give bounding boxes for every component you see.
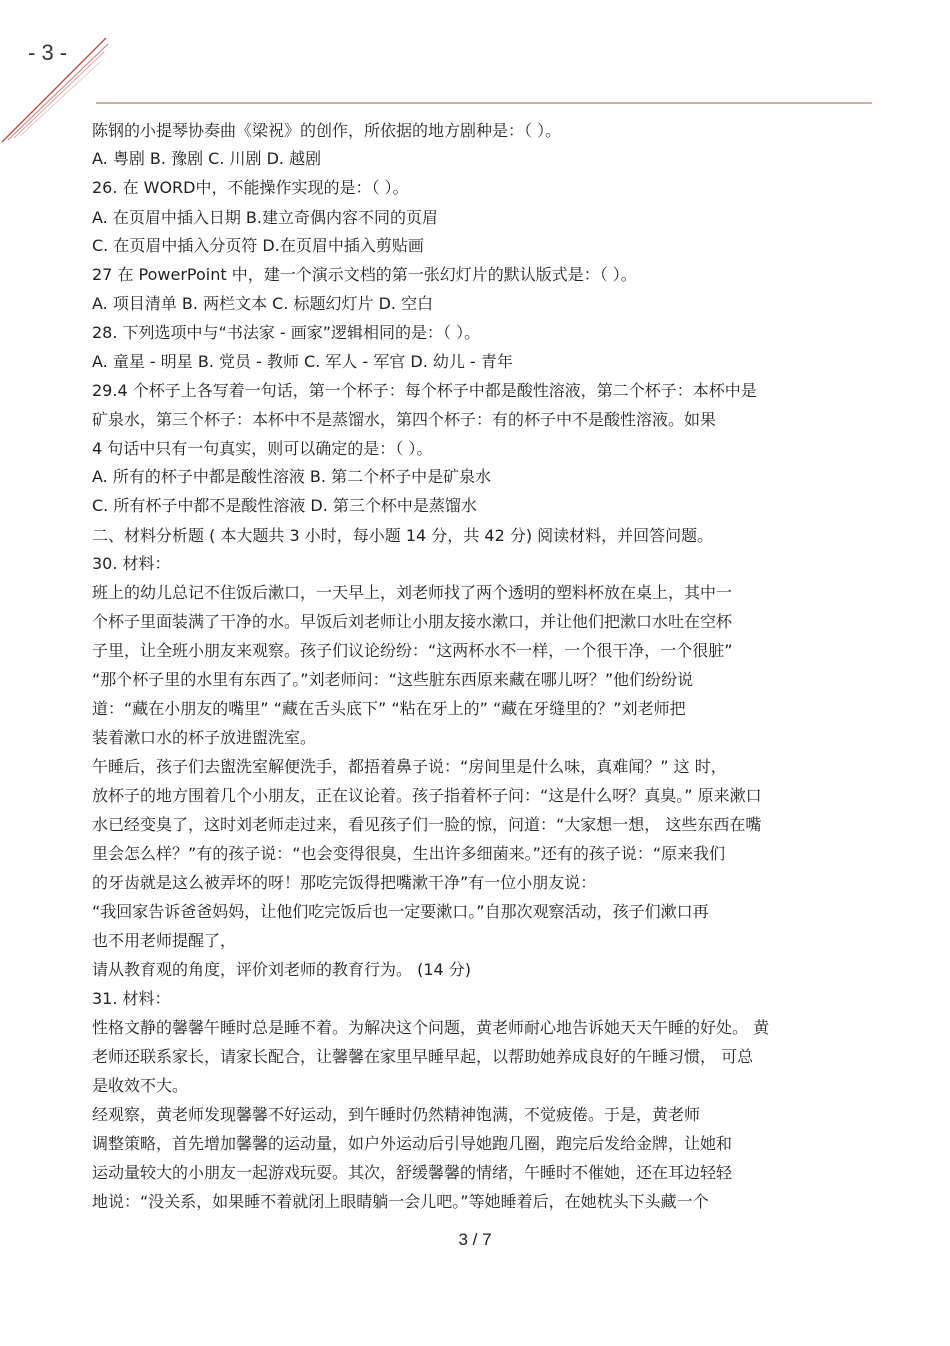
text-line: 26. 在 WORD中，不能操作实现的是：（ ）。 xyxy=(92,178,409,197)
text-line: 子里，让全班小朋友来观察。孩子们议论纷纷：“这两杯水不一样，一个很干净，一个很脏” xyxy=(92,641,733,660)
text-line: 30. 材料： xyxy=(92,554,171,573)
text-line: C. 所有杯子中都不是酸性溶液 D. 第三个杯中是蒸馏水 xyxy=(92,496,477,515)
text-line: 经观察，黄老师发现馨馨不好运动，到午睡时仍然精神饱满，不觉疲倦。于是，黄老师 xyxy=(92,1105,701,1124)
page-number-label: - 3 - xyxy=(28,40,68,65)
text-line: 是收效不大。 xyxy=(92,1076,189,1095)
text-line: 31. 材料： xyxy=(92,989,171,1008)
text-line: 的牙齿就是这么被弄坏的呀！那吃完饭得把嘴漱干净”有一位小朋友说： xyxy=(92,873,597,892)
text-line: 28. 下列选项中与“书法家 - 画家”逻辑相同的是：（ ）。 xyxy=(92,323,481,342)
text-line: 29.4 个杯子上各写着一句话，第一个杯子：每个杯子中都是酸性溶液，第二个杯子：本杯中是 xyxy=(92,381,757,400)
text-line: 老师还联系家长，请家长配合，让馨馨在家里早睡早起，以帮助她养成良好的午睡习惯， 可总 xyxy=(92,1047,754,1066)
text-line: 放杯子的地方围着几个小朋友，正在议论着。孩子指着杯子问：“这是什么呀？真臭。” 原来漱口 xyxy=(92,786,762,805)
text-line: 里会怎么样？”有的孩子说：“也会变得很臭，生出许多细菌来。”还有的孩子说：“原来我们 xyxy=(92,844,726,863)
header-rule xyxy=(96,102,872,104)
text-line: 个杯子里面装满了干净的水。早饭后刘老师让小朋友接水漱口，并让他们把漱口水吐在空杯 xyxy=(92,612,733,631)
text-line: 调整策略，首先增加馨馨的运动量，如户外运动后引导她跑几圈，跑完后发给金牌，让她和 xyxy=(92,1134,733,1153)
text-line: 请从教育观的角度，评价刘老师的教育行为。 (14 分) xyxy=(92,960,472,979)
page-indicator: 3 / 7 xyxy=(458,1230,492,1249)
text-line: 27 在 PowerPoint 中，建一个演示文档的第一张幻灯片的默认版式是：（ ）。 xyxy=(92,265,637,284)
text-line: 矿泉水，第三个杯子：本杯中不是蒸馏水，第四个杯子：有的杯子中不是酸性溶液。如果 xyxy=(92,410,717,429)
text-line: 班上的幼儿总记不住饭后漱口，一天早上，刘老师找了两个透明的塑料杯放在桌上，其中一 xyxy=(92,583,733,602)
section-heading: 二、材料分析题 ( 本大题共 3 小时，每小题 14 分，共 42 分) 阅读材料，并回答问题。 xyxy=(92,526,714,545)
text-line: A. 所有的杯子中都是酸性溶液 B. 第二个杯子中是矿泉水 xyxy=(92,467,492,486)
text-line: “我回家告诉爸爸妈妈，让他们吃完饭后也一定要漱口。”自那次观察活动，孩子们漱口再 xyxy=(92,902,709,921)
text-line: A. 童星 - 明星 B. 党员 - 教师 C. 军人 - 军官 D. 幼儿 - 青年 xyxy=(92,352,513,371)
text-line: 陈钢的小提琴协奏曲《梁祝》的创作，所依据的地方剧种是：（ ）。 xyxy=(92,121,562,140)
text-line: A. 在页眉中插入日期 B.建立奇偶内容不同的页眉 xyxy=(92,208,438,227)
text-line: 性格文静的馨馨午睡时总是睡不着。为解决这个问题，黄老师耐心地告诉她天天午睡的好处。 黄 xyxy=(92,1018,770,1037)
text-line: 水已经变臭了，这时刘老师走过来，看见孩子们一脸的惊，问道：“大家想一想， 这些东西在嘴 xyxy=(92,815,762,834)
text-line: 运动量较大的小朋友一起游戏玩耍。其次，舒缓馨馨的情绪，午睡时不催她，还在耳边轻轻 xyxy=(92,1163,733,1182)
text-line: 午睡后，孩子们去盥洗室解便洗手，都捂着鼻子说：“房间里是什么味，真难闻？” 这 时， xyxy=(92,757,727,776)
text-line: A. 项目清单 B. 两栏文本 C. 标题幻灯片 D. 空白 xyxy=(92,294,434,313)
text-line: 道：“藏在小朋友的嘴里” “藏在舌头底下” “粘在牙上的” “藏在牙缝里的？”刘老师把 xyxy=(92,699,686,718)
text-line: 地说：“没关系，如果睡不着就闭上眼睛躺一会儿吧。”等她睡着后，在她枕头下头藏一个 xyxy=(92,1192,709,1211)
text-line: “那个杯子里的水里有东西了。”刘老师问：“这些脏东西原来藏在哪儿呀？”他们纷纷说 xyxy=(92,670,694,689)
text-line: 也不用老师提醒了， xyxy=(92,931,237,950)
text-line: C. 在页眉中插入分页符 D.在页眉中插入剪贴画 xyxy=(92,236,424,255)
text-line: 4 句话中只有一句真实，则可以确定的是：（ ）。 xyxy=(92,439,433,458)
text-line: A. 粤剧 B. 豫剧 C. 川剧 D. 越剧 xyxy=(92,149,322,168)
text-line: 装着漱口水的杯子放进盥洗室。 xyxy=(92,728,317,747)
